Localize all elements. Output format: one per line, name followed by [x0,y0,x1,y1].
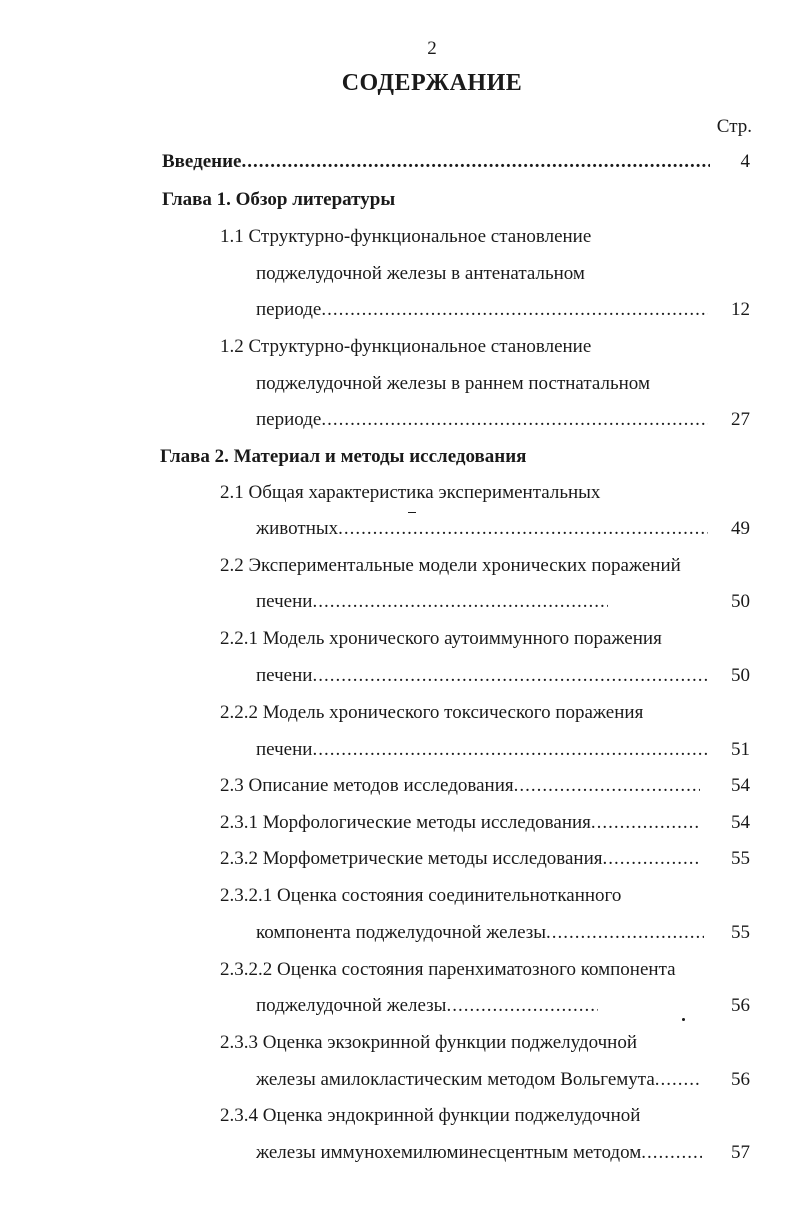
dot-leader [603,846,699,872]
toc-page-number: 54 [731,812,750,833]
dot-leader [446,993,598,1019]
toc-page-number: 56 [731,1069,750,1090]
toc-entry-line[interactable]: 1.2 Структурно-функциональное становление [220,336,592,357]
toc-page-number: 55 [731,848,750,869]
toc-page-number: 49 [731,518,750,539]
toc-entry-2-3-2[interactable] [220,846,698,872]
toc-entry-label: Введение [162,151,242,172]
toc-entry-line[interactable]: 2.3.4 Оценка эндокринной функции поджелудочной [220,1105,641,1126]
page-column-label: Стр. [716,116,752,137]
toc-entry-label: 2.3 Описание методов исследования [220,775,514,796]
toc-entry-2-3-2-1[interactable] [256,920,704,946]
toc-entry-line[interactable]: 1.1 Структурно-функциональное становление [220,226,592,247]
toc-entry-1-2[interactable] [256,407,708,433]
page-number: 2 [427,38,437,59]
toc-entry-line[interactable]: 2.1 Общая характеристика экспериментальных [220,482,601,503]
toc-entry-line[interactable]: поджелудочной железы в антенатальном [256,263,585,284]
toc-entry-label: железы иммунохемилюминесцентным методом [256,1142,642,1163]
toc-chapter-1-heading[interactable]: Глава 1. Обзор литературы [162,189,396,210]
dot-leader [321,297,708,323]
toc-entry-line[interactable]: 2.2.1 Модель хронического аутоиммунного поражения [220,628,662,649]
dot-leader [546,920,704,946]
toc-entry-label: железы амилокластическим методом Вольгемута [256,1069,655,1090]
toc-entry-label: печени [256,739,313,760]
toc-page-number: 27 [731,409,750,430]
toc-page-number: 50 [731,591,750,612]
toc-entry-label: животных [256,518,339,539]
dot-leader [338,516,708,542]
toc-entry-label: 2.3.2 Морфометрические методы исследования [220,848,603,869]
toc-page-number: 55 [731,922,750,943]
toc-entry-label: печени [256,591,313,612]
toc-page-number: 54 [731,775,750,796]
dot-leader [312,663,708,689]
toc-entry-label: компонента поджелудочной железы [256,922,547,943]
toc-page-number: 57 [731,1142,750,1163]
dot-leader [312,737,708,763]
toc-entry-1-1[interactable] [256,297,708,323]
dot-leader [591,810,700,836]
toc-entry-label: 2.3.1 Морфологические методы исследования [220,812,591,833]
toc-entry-2-2-2[interactable] [256,737,708,763]
toc-page-number: 56 [731,995,750,1016]
toc-entry-line[interactable]: 2.3.2.2 Оценка состояния паренхиматозного компонента [220,959,676,980]
toc-entry-label: печени [256,665,313,686]
toc-entry-2-3-4[interactable] [256,1140,702,1166]
toc-entry-line[interactable]: поджелудочной железы в раннем постнатальном [256,373,650,394]
dot-leader [655,1067,702,1093]
toc-entry-2-3-2-2[interactable] [256,993,598,1019]
toc-entry-introduction[interactable] [162,149,710,175]
toc-entry-label: поджелудочной железы [256,995,447,1016]
toc-entry-line[interactable]: 2.3.2.1 Оценка состояния соединительнотканного [220,885,622,906]
dot-leader [242,149,711,175]
toc-entry-2-2-1[interactable] [256,663,708,689]
dot-leader [321,407,708,433]
dot-leader [514,773,700,799]
toc-entry-2-3[interactable] [220,773,700,799]
toc-entry-2-2[interactable] [256,589,608,615]
scan-speck [682,1018,685,1021]
toc-page-number: 4 [740,151,750,172]
toc-chapter-2-heading[interactable]: Глава 2. Материал и методы исследования [160,446,527,467]
toc-entry-line[interactable]: 2.2 Экспериментальные модели хронических поражений [220,555,681,576]
toc-entry-line[interactable]: 2.2.2 Модель хронического токсического поражения [220,702,644,723]
toc-page-number: 12 [731,299,750,320]
toc-page-number: 51 [731,739,750,760]
dot-leader [641,1140,702,1166]
toc-entry-2-3-1[interactable] [220,810,700,836]
toc-entry-line[interactable]: 2.3.3 Оценка экзокринной функции поджелудочной [220,1032,637,1053]
toc-page-number: 50 [731,665,750,686]
page-title: СОДЕРЖАНИЕ [341,70,523,96]
scan-speck [408,512,416,513]
toc-entry-2-3-3[interactable] [256,1067,702,1093]
toc-entry-label: периоде [256,299,322,320]
toc-entry-2-1[interactable] [256,516,708,542]
toc-entry-label: периоде [256,409,322,430]
dot-leader [312,589,608,615]
